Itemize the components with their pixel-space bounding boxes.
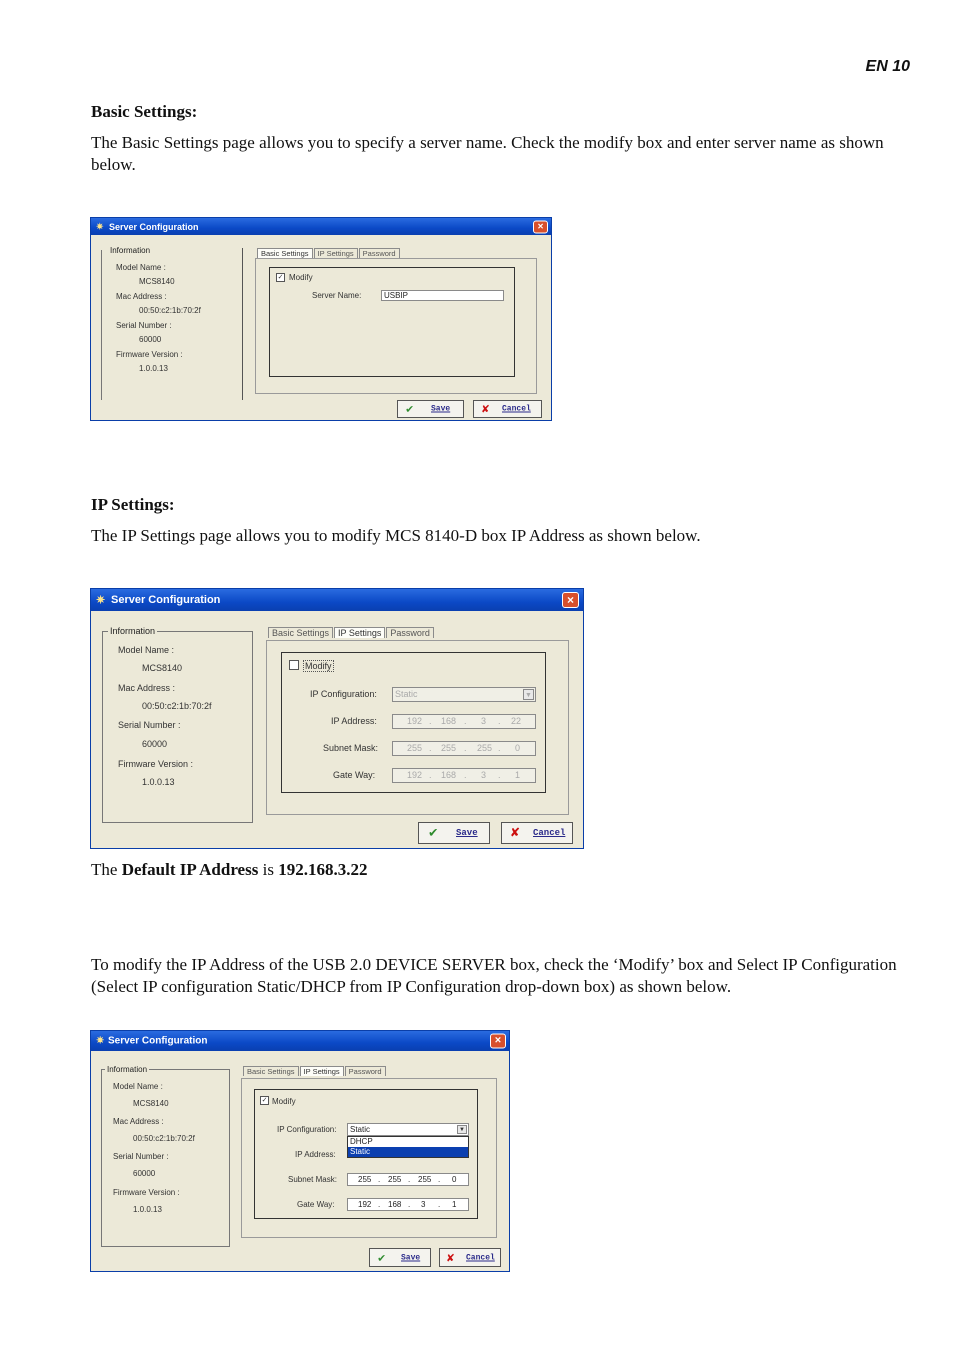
ip-address-input[interactable]: 192 . 168 . 3 . 22 [392, 714, 536, 729]
mac-address-label: Mac Address : [118, 683, 176, 693]
x-icon: ✘ [511, 825, 520, 842]
gateway-octet-3: 3 [481, 770, 487, 780]
save-button[interactable] [397, 400, 464, 418]
ip-settings-heading: IP Settings: [91, 495, 175, 514]
cancel-button[interactable] [439, 1248, 501, 1267]
subnet-octet-1: 255 [407, 743, 423, 753]
firmware-version-label: Firmware Version : [116, 350, 183, 359]
app-icon: ✷ [96, 1035, 105, 1047]
subnet-octet-1: 255 [358, 1175, 372, 1184]
save-label: Save [401, 1253, 421, 1262]
firmware-version-value: 1.0.0.13 [133, 1205, 162, 1214]
default-ip-label: Default IP Address [121, 860, 259, 879]
subnet-mask-label: Subnet Mask: [323, 743, 379, 753]
gateway-octet-3: 3 [421, 1200, 426, 1209]
ip-configuration-label: IP Configuration: [310, 689, 377, 699]
dropdown-option-dhcp[interactable]: DHCP [350, 1137, 373, 1146]
cancel-button[interactable] [473, 400, 542, 418]
ip-octet-4: 22 [511, 716, 522, 726]
mac-address-value: 00:50:c2:1b:70:2f [139, 306, 201, 315]
subnet-octet-2: 255 [388, 1175, 402, 1184]
mac-address-label: Mac Address : [113, 1117, 164, 1126]
gateway-label: Gate Way: [297, 1200, 335, 1209]
save-label: Save [431, 404, 451, 414]
window-title: Server Configuration [108, 1035, 208, 1047]
window-title: Server Configuration [109, 221, 199, 232]
server-config-dialog-dropdown [90, 1030, 510, 1272]
firmware-version-value: 1.0.0.13 [139, 364, 168, 373]
tab-strip [268, 627, 435, 638]
ip-configuration-select[interactable] [347, 1123, 469, 1136]
firmware-version-label: Firmware Version : [113, 1188, 180, 1197]
basic-settings-text: The Basic Settings page allows you to specify a server name. Check the modify box and enter server name as shown below. [91, 133, 884, 174]
close-button[interactable]: × [533, 220, 548, 233]
app-icon: ✷ [96, 221, 104, 231]
server-config-dialog-ip [90, 588, 584, 849]
default-ip-prefix: The [91, 860, 118, 879]
tab-password[interactable]: Password [345, 1066, 386, 1076]
default-ip-value: 192.168.3.22 [278, 860, 368, 879]
info-divider [242, 248, 243, 400]
serial-number-label: Serial Number : [113, 1152, 169, 1161]
modify-label: Modify [272, 1097, 296, 1106]
gateway-octet-4: 1 [515, 770, 521, 780]
tab-basic-settings[interactable]: Basic Settings [268, 627, 333, 638]
subnet-octet-4: 0 [515, 743, 521, 753]
ip-configuration-select[interactable] [392, 687, 536, 702]
ip-address-label: IP Address: [295, 1150, 336, 1159]
ip-address-label: IP Address: [331, 716, 377, 726]
model-name-label: Model Name : [118, 645, 175, 655]
ip-configuration-label: IP Configuration: [277, 1125, 337, 1134]
basic-settings-group [269, 267, 515, 377]
model-name-label: Model Name : [116, 263, 166, 272]
server-name-label: Server Name: [312, 291, 362, 300]
tab-ip-settings[interactable]: IP Settings [314, 248, 358, 258]
gateway-octet-4: 1 [452, 1200, 457, 1209]
default-ip-middle: is [262, 860, 274, 879]
check-icon: ✔ [429, 825, 438, 842]
default-ip-note [91, 859, 911, 881]
close-button[interactable]: × [490, 1034, 506, 1049]
modify-checkbox[interactable]: ✓ [261, 1097, 268, 1104]
tab-basic-settings[interactable]: Basic Settings [257, 248, 313, 258]
subnet-octet-4: 0 [452, 1175, 457, 1184]
mac-address-value: 00:50:c2:1b:70:2f [142, 701, 212, 711]
basic-settings-heading: Basic Settings: [91, 102, 198, 121]
model-name-label: Model Name : [113, 1082, 163, 1091]
serial-number-value: 60000 [139, 335, 162, 344]
modify-checkbox[interactable]: ✓ [277, 274, 284, 281]
dropdown-option-static[interactable]: Static [348, 1147, 468, 1157]
cancel-label: Cancel [466, 1253, 495, 1262]
page-number: EN 10 [865, 58, 910, 75]
window-title: Server Configuration [111, 594, 221, 606]
subnet-mask-label: Subnet Mask: [288, 1175, 337, 1184]
subnet-mask-input[interactable]: 255 . 255 . 255 . 0 [347, 1173, 469, 1186]
model-name-value: MCS8140 [133, 1099, 169, 1108]
firmware-version-value: 1.0.0.13 [142, 777, 175, 787]
tab-ip-settings[interactable]: IP Settings [334, 627, 385, 638]
cancel-label: Cancel [502, 404, 531, 414]
mac-address-value: 00:50:c2:1b:70:2f [133, 1134, 195, 1143]
ip-configuration-value: Static [395, 689, 418, 699]
model-name-value: MCS8140 [139, 277, 175, 286]
app-icon: ✷ [96, 594, 106, 607]
tab-basic-settings[interactable]: Basic Settings [243, 1066, 299, 1076]
subnet-mask-input[interactable]: 255 . 255 . 255 . 0 [392, 741, 536, 756]
tab-ip-settings[interactable]: IP Settings [300, 1066, 344, 1076]
tab-password[interactable]: Password [386, 627, 434, 638]
ip-octet-3: 3 [481, 716, 487, 726]
gateway-label: Gate Way: [333, 770, 376, 780]
save-button[interactable] [369, 1248, 431, 1267]
title-bar [91, 589, 583, 611]
gateway-octet-1: 192 [358, 1200, 372, 1209]
serial-number-label: Serial Number : [116, 321, 172, 330]
x-icon: ✘ [482, 402, 490, 417]
close-button[interactable]: × [562, 592, 579, 608]
ip-octet-2: 168 [441, 716, 457, 726]
gateway-octet-2: 168 [441, 770, 457, 780]
modify-checkbox[interactable] [289, 660, 299, 670]
serial-number-label: Serial Number : [118, 720, 181, 730]
server-name-input[interactable]: USBIP [381, 290, 504, 301]
information-legend: Information [110, 626, 156, 636]
x-icon: ✘ [447, 1251, 455, 1265]
subnet-octet-3: 255 [418, 1175, 432, 1184]
gateway-input[interactable]: 192 . 168 . 3 . 1 [392, 768, 536, 783]
modify-label: Modify [289, 273, 313, 282]
serial-number-value: 60000 [142, 739, 168, 749]
save-label: Save [456, 828, 478, 838]
mac-address-label: Mac Address : [116, 292, 167, 301]
title-bar [91, 218, 551, 235]
cancel-button[interactable] [501, 822, 573, 844]
tab-password[interactable]: Password [359, 248, 400, 258]
ip-settings-text: The IP Settings page allows you to modify MCS 8140-D box IP Address as shown below. [91, 526, 701, 545]
model-name-value: MCS8140 [142, 663, 183, 673]
chevron-down-icon[interactable]: ▼ [523, 689, 534, 700]
information-legend: Information [107, 1065, 148, 1074]
gateway-octet-2: 168 [388, 1200, 402, 1209]
serial-number-value: 60000 [133, 1169, 156, 1178]
ip-configuration-value: Static [350, 1125, 371, 1134]
firmware-version-label: Firmware Version : [118, 759, 194, 769]
tab-strip [257, 248, 401, 258]
title-bar [91, 1031, 509, 1051]
gateway-input[interactable]: 192 . 168 . 3 . 1 [347, 1198, 469, 1211]
check-icon: ✔ [406, 402, 414, 417]
information-legend: Information [110, 246, 151, 255]
check-icon: ✔ [378, 1251, 386, 1265]
save-button[interactable] [418, 822, 490, 844]
tab-strip [243, 1066, 387, 1076]
chevron-down-icon[interactable]: ▼ [457, 1125, 467, 1134]
ip-configuration-dropdown[interactable] [347, 1136, 469, 1158]
subnet-octet-2: 255 [441, 743, 457, 753]
modify-instructions: To modify the IP Address of the USB 2.0 DEVICE SERVER box, check the ‘Modify’ box and Select IP Configuration (Select IP configuration Static/DHCP from IP Configuration drop-down box) as shown below. [91, 955, 897, 996]
cancel-label: Cancel [533, 828, 566, 838]
ip-octet-1: 192 [407, 716, 423, 726]
server-config-dialog-basic [90, 217, 552, 421]
modify-label: Modify [305, 661, 332, 671]
subnet-octet-3: 255 [477, 743, 493, 753]
gateway-octet-1: 192 [407, 770, 423, 780]
